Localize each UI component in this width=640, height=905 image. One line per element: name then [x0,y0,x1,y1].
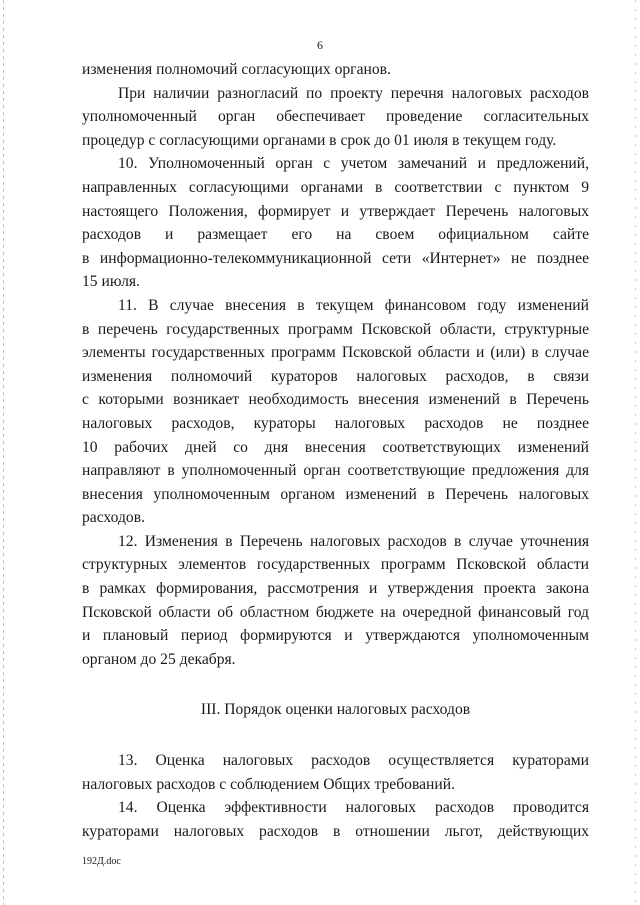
text-line: структурных элементов государственных программ Псковской области [82,556,589,574]
text-line: с которыми возникает необходимость внесения изменений в Перечень [82,391,589,409]
document-body [82,58,589,843]
text-line: элементы государственных программ Псковской области и (или) в случае [82,344,589,362]
text-line: процедур с согласующими органами в срок до 01 июля в текущем году. [82,131,557,149]
scan-edge-right [635,0,636,905]
text-line: расходов и размещает его на своем официальном сайте [82,226,589,244]
text-line: 10. Уполномоченный орган с учетом замечаний и предложений, [118,155,589,173]
paragraphs-main [82,58,589,671]
text-line: изменения полномочий согласующих органов. [82,61,391,78]
text-line: в информационно-телекоммуникационной сети «Интернет» не позднее [82,249,589,267]
text-line: При наличии разногласий по проекту перечня налоговых расходов [118,84,589,102]
text-line: настоящего Положения, формирует и утверждает Перечень налоговых [82,202,589,220]
text-line: 10 рабочих дней со дня внесения соответствующих изменений [82,438,589,456]
scan-edge-left [3,0,4,905]
text-line: изменения полномочий кураторов налоговых расходов, в связи [82,367,589,385]
section-heading: III. Порядок оценки налоговых расходов [200,701,471,719]
paragraphs-after-heading [82,749,589,843]
text-line: органом до 25 декабря. [82,650,236,668]
text-line: кураторами налоговых расходов в отношении льгот, действующих [82,822,589,840]
text-line: Псковской области об областном бюджете на очередной финансовый год [82,603,589,621]
text-line: в рамках формирования, рассмотрения и утверждения проекта закона [82,580,589,598]
text-line: и плановый период формируются и утверждаются уполномоченным [82,627,589,645]
text-line: 13. Оценка налоговых расходов осуществляется кураторами [118,752,589,770]
text-line: налоговых расходов с соблюдением Общих требований. [82,775,455,793]
text-line: уполномоченный орган обеспечивает проведение согласительных [82,108,589,126]
text-line: налоговых расходов, кураторы налоговых расходов не позднее [82,414,589,432]
text-line: 11. В случае внесения в текущем финансовом году изменений [118,296,589,314]
text-line: направляют в уполномоченный орган соответствующие предложения для [82,462,589,480]
text-line: направленных согласующими органами в соответствии с пунктом 9 [82,178,589,196]
text-line: внесения уполномоченным органом изменений в Перечень налоговых [82,485,589,503]
text-line: 14. Оценка эффективности налоговых расходов проводится [118,799,589,817]
footer-filename: 192Д.doc [82,856,121,867]
text-line: расходов. [82,509,145,527]
page-number: 6 [317,38,323,52]
text-line: 12. Изменения в Перечень налоговых расходов в случае уточнения [118,532,589,550]
text-line: в перечень государственных программ Псковской области, структурные [82,320,589,338]
text-line: 15 июля. [82,273,140,291]
